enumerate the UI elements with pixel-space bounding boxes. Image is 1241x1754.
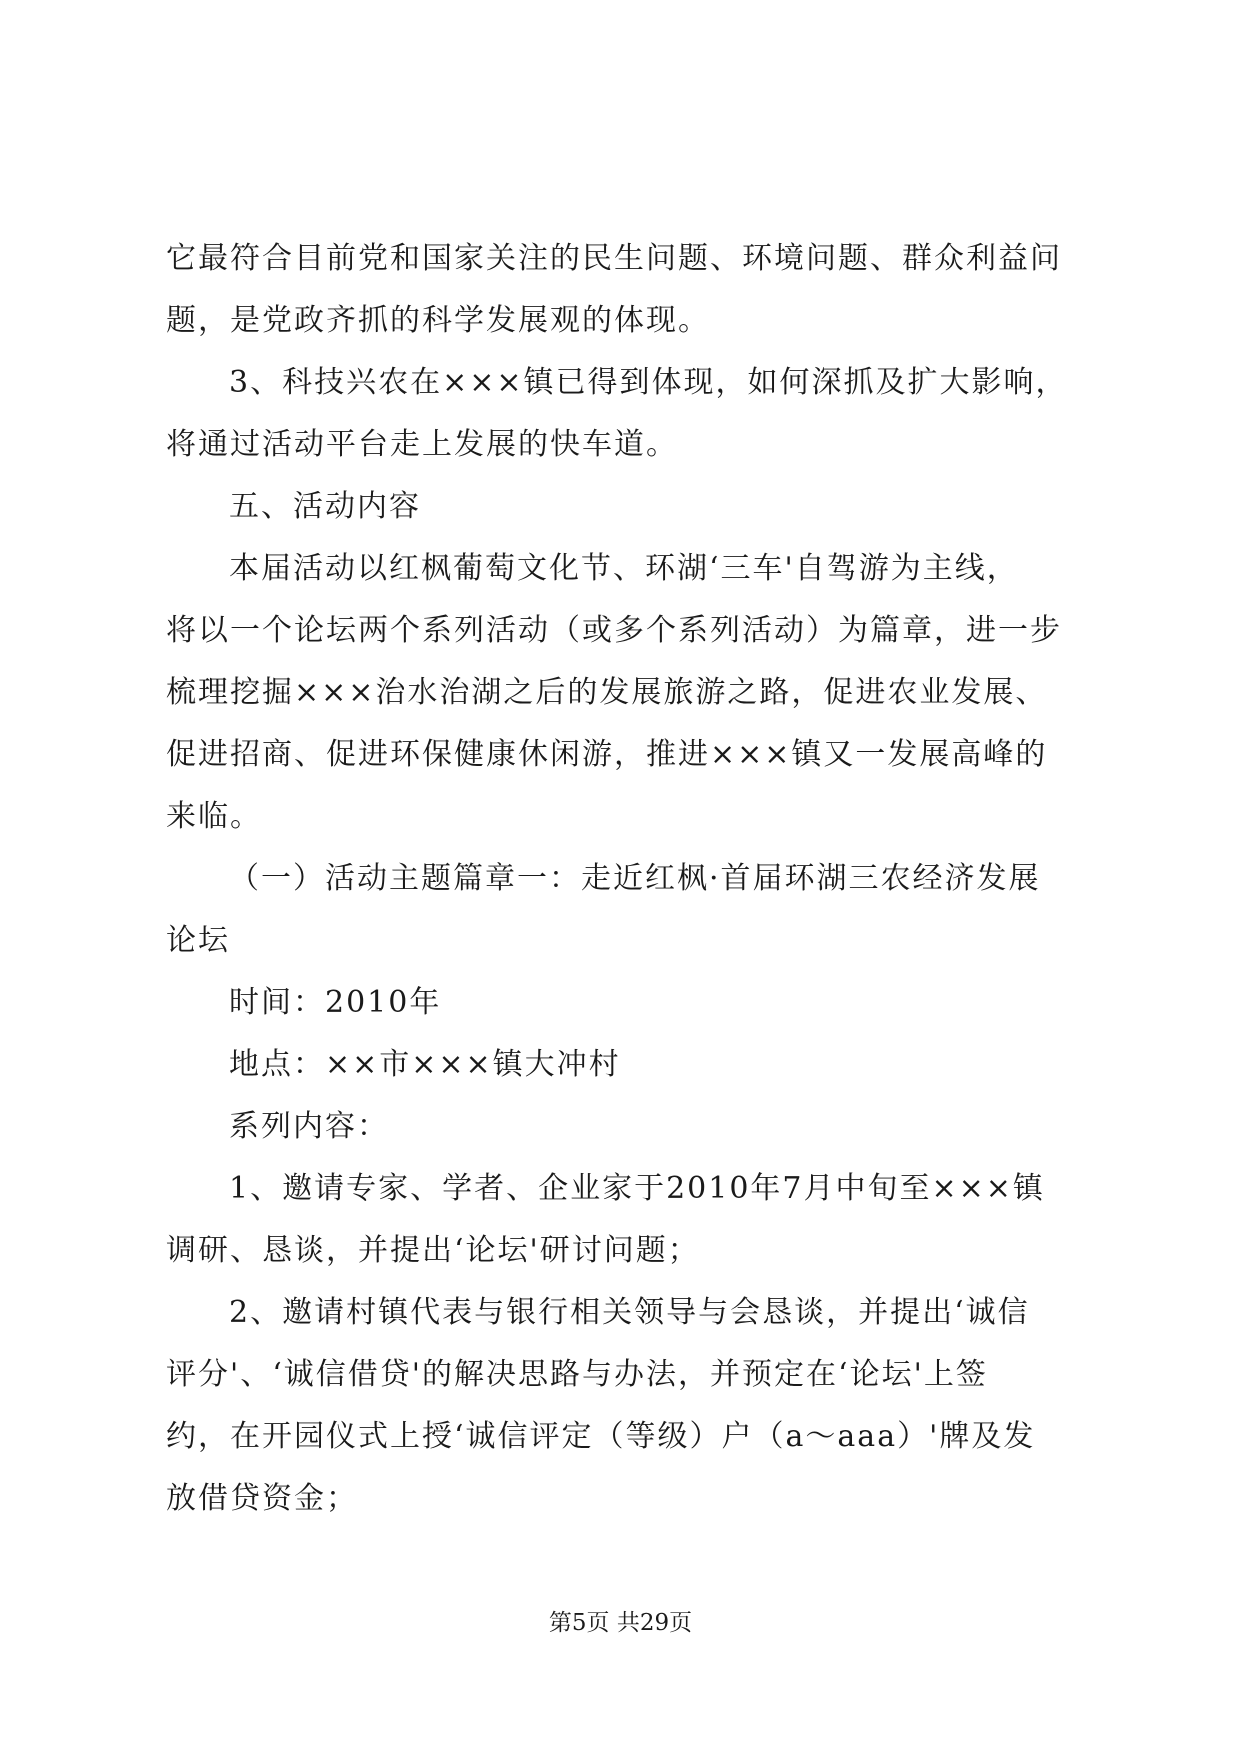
text-line: 论坛 xyxy=(166,923,230,958)
text-line: 调研、恳谈，并提出‘论坛'研讨问题； xyxy=(166,1233,700,1268)
page-number-footer: 第5页 共29页 xyxy=(548,1610,693,1636)
text-line: 放借贷资金； xyxy=(166,1481,358,1516)
text-line: 促进招商、促进环保健康休闲游，推进×××镇又一发展高峰的 xyxy=(166,737,1048,772)
text-line: 2、邀请村镇代表与银行相关领导与会恳谈，并提出‘诚信 xyxy=(229,1295,1030,1330)
section-heading: 五、活动内容 xyxy=(229,489,421,524)
text-line: 评分'、‘诚信借贷'的解决思路与办法，并预定在‘论坛'上签 xyxy=(166,1357,988,1392)
text-line: 将通过活动平台走上发展的快车道。 xyxy=(166,427,678,462)
text-line: 将以一个论坛两个系列活动（或多个系列活动）为篇章，进一步 xyxy=(166,613,1062,648)
text-line: 它最符合目前党和国家关注的民生问题、环境问题、群众利益问 xyxy=(166,241,1062,276)
text-line: 地点：××市×××镇大冲村 xyxy=(229,1047,621,1082)
text-line: 时间：2010年 xyxy=(229,985,442,1020)
text-line: 3、科技兴农在×××镇已得到体现，如何深抓及扩大影响， xyxy=(229,365,1068,400)
text-line: 题，是党政齐抓的科学发展观的体现。 xyxy=(166,303,710,338)
text-line: 梳理挖掘×××治水治湖之后的发展旅游之路，促进农业发展、 xyxy=(166,675,1048,710)
text-line: 1、邀请专家、学者、企业家于2010年7月中旬至×××镇 xyxy=(229,1171,1045,1206)
subsection-heading: （一）活动主题篇章一：走近红枫·首届环湖三农经济发展 xyxy=(229,861,1041,896)
text-line: 约，在开园仪式上授‘诚信评定（等级）户（a～aaa）'牌及发 xyxy=(166,1419,1036,1454)
text-line: 本届活动以红枫葡萄文化节、环湖‘三车'自驾游为主线， xyxy=(229,551,1019,586)
document-body xyxy=(166,228,1076,1530)
text-line: 来临。 xyxy=(166,799,262,834)
text-line: 系列内容： xyxy=(229,1109,389,1144)
